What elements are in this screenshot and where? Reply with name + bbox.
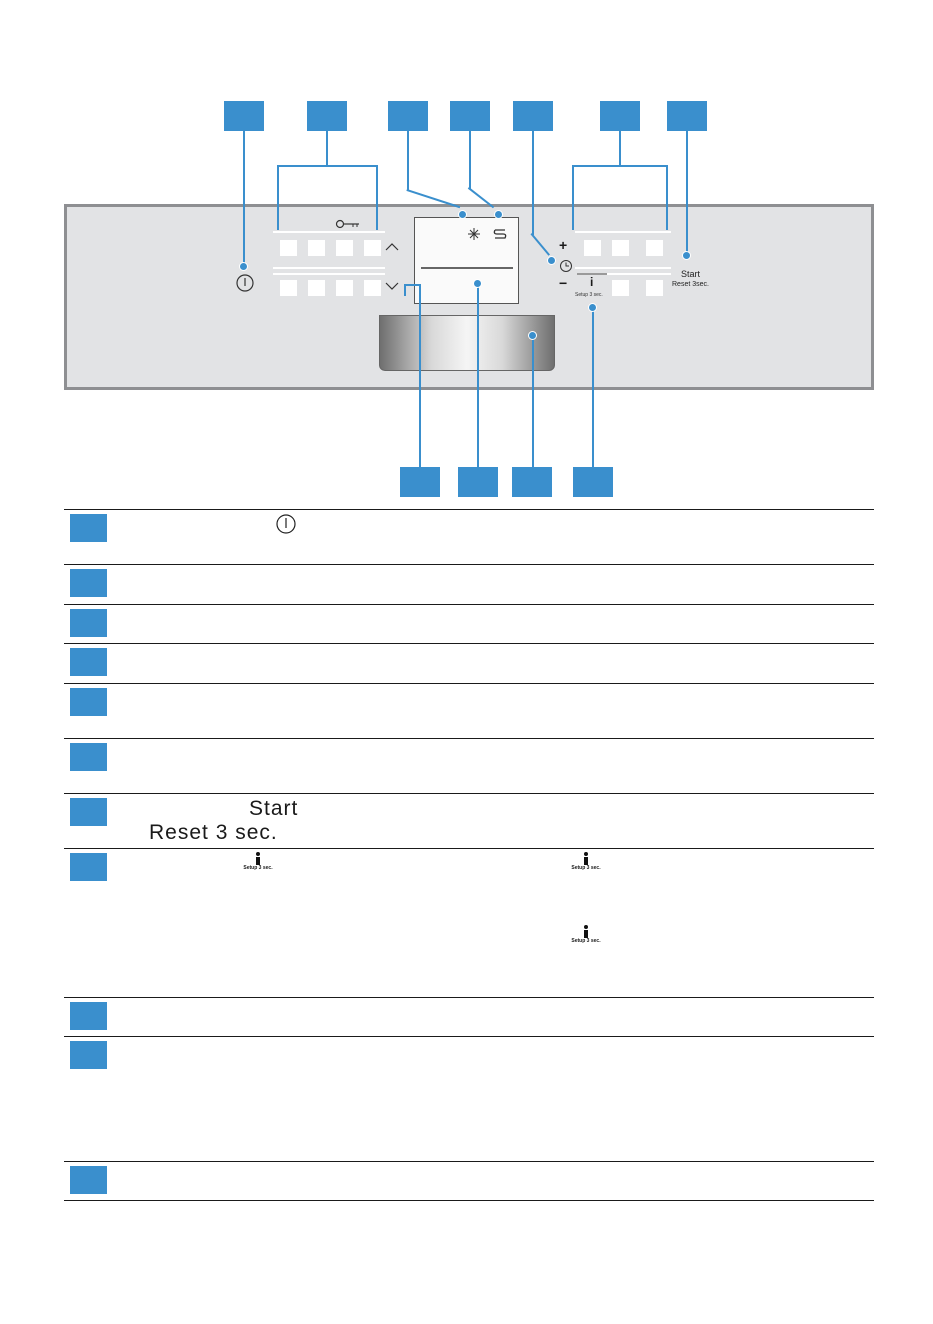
program-button-2[interactable] [308,240,325,256]
display-divider [421,267,513,269]
table-badge-6 [70,743,107,771]
table-start-label: Start [249,797,299,820]
callout-6 [600,101,640,131]
table-setup-label-2: Setup 3 sec. [571,865,601,871]
power-icon[interactable] [235,273,255,293]
table-rule-2 [64,604,874,605]
option-button-1[interactable] [584,240,601,256]
minus-symbol[interactable]: − [559,275,568,291]
table-badge-4 [70,648,107,676]
program-button-1[interactable] [280,240,297,256]
callout-11 [573,467,613,497]
table-badge-1 [70,514,107,542]
table-rule-1 [64,564,874,565]
program-button-3[interactable] [336,240,353,256]
table-rule-5 [64,738,874,739]
door-handle[interactable] [379,315,555,371]
arrow-down-icon[interactable] [385,281,399,291]
dot-10 [528,331,537,340]
setup-label: Setup 3 sec. [575,292,603,298]
left-mid-line [273,267,385,269]
table-info-icon-2 [571,852,601,871]
info-symbol[interactable]: i [590,275,594,289]
table-rule-8 [64,997,874,998]
table-reset-label: Reset 3 sec. [149,821,278,844]
table-rule-6 [64,793,874,794]
table-rule-0 [64,509,874,510]
dot-4 [494,210,503,219]
table-rule-11 [64,1200,874,1201]
dot-9 [473,279,482,288]
key-icon [335,219,361,229]
table-rule-7 [64,848,874,849]
callout-10 [512,467,552,497]
right-mid-line [575,267,671,269]
right-top-line [575,231,671,233]
left-top-line [273,231,385,233]
arrow-up-icon[interactable] [385,242,399,252]
table-info-icon-1 [243,852,273,871]
callout-7 [667,101,707,131]
program-button-4[interactable] [364,240,381,256]
table-badge-7 [70,798,107,826]
callout-9 [458,467,498,497]
clock-icon[interactable] [559,259,573,273]
table-badge-3 [70,609,107,637]
left-mid-line-2 [273,273,385,275]
program-button-7[interactable] [336,280,353,296]
dot-1 [239,262,248,271]
callout-3 [388,101,428,131]
table-badge-2 [70,569,107,597]
dot-3 [458,210,467,219]
dot-5 [547,256,556,265]
table-setup-label-1: Setup 3 sec. [243,865,273,871]
table-rule-9 [64,1036,874,1037]
plus-symbol[interactable]: + [559,237,568,253]
option-button-4[interactable] [612,280,629,296]
table-setup-label-3: Setup 3 sec. [571,938,601,944]
table-badge-8 [70,853,107,881]
table-badge-9 [70,1002,107,1030]
option-button-2[interactable] [612,240,629,256]
display [414,217,519,304]
callout-1 [224,101,264,131]
callout-2 [307,101,347,131]
right-mid-line-2 [607,273,671,275]
dot-11 [588,303,597,312]
rinse-aid-icon [493,227,507,241]
sparkle-icon [467,227,481,241]
table-rule-4 [64,683,874,684]
table-badge-5 [70,688,107,716]
table-info-icon-3 [571,925,601,944]
callout-5 [513,101,553,131]
table-badge-11 [70,1166,107,1194]
table-rule-10 [64,1161,874,1162]
program-button-6[interactable] [308,280,325,296]
callout-4 [450,101,490,131]
program-button-5[interactable] [280,280,297,296]
dot-7 [682,251,691,260]
callout-8 [400,467,440,497]
option-button-3[interactable] [646,240,663,256]
table-badge-10 [70,1041,107,1069]
table-power-icon [275,513,297,535]
program-button-8[interactable] [364,280,381,296]
control-panel [64,204,874,390]
start-label[interactable]: Start [681,269,701,279]
option-button-5[interactable] [646,280,663,296]
table-rule-3 [64,643,874,644]
reset-label: Reset 3sec. [672,281,709,288]
